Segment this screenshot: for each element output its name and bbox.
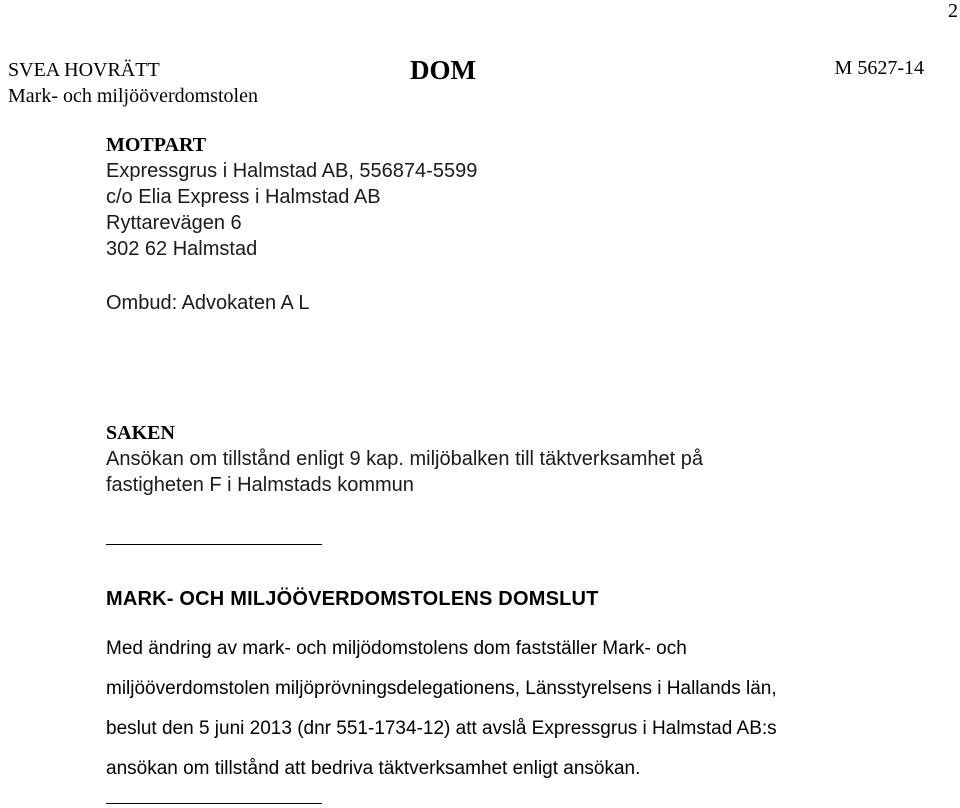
- document-type: DOM: [410, 55, 476, 85]
- motpart-line: 302 62 Halmstad: [106, 238, 258, 260]
- motpart-line: c/o Elia Express i Halmstad AB: [106, 186, 381, 208]
- saken-section: [106, 420, 703, 498]
- domslut-line: miljööverdomstolen miljöprövningsdelegationens, Länsstyrelsens i Hallands län,: [106, 678, 777, 699]
- domslut-text: [106, 629, 777, 789]
- motpart-ombud: Ombud: Advokaten A L: [106, 292, 310, 314]
- saken-line: Ansökan om tillstånd enligt 9 kap. miljöbalken till täktverksamhet på: [106, 448, 703, 470]
- motpart-heading: MOTPART: [106, 134, 207, 156]
- domslut-line: ansökan om tillstånd att bedriva täktverksamhet enligt ansökan.: [106, 758, 641, 779]
- saken-line: fastigheten F i Halmstads kommun: [106, 474, 414, 496]
- court-name: SVEA HOVRÄTT: [8, 59, 160, 81]
- court-division: Mark- och miljööverdomstolen: [8, 85, 258, 107]
- domslut-heading: MARK- OCH MILJÖÖVERDOMSTOLENS DOMSLUT: [106, 588, 599, 610]
- domslut-line: beslut den 5 juni 2013 (dnr 551-1734-12) att avslå Expressgrus i Halmstad AB:s: [106, 718, 777, 739]
- motpart-section: [106, 132, 477, 262]
- motpart-line: Ryttarevägen 6: [106, 212, 242, 234]
- domslut-line: Med ändring av mark- och miljödomstolens dom fastställer Mark- och: [106, 638, 687, 659]
- section-divider: [106, 544, 322, 545]
- saken-heading: SAKEN: [106, 422, 175, 444]
- page-number: 2: [948, 0, 958, 22]
- case-number: M 5627-14: [834, 57, 924, 79]
- section-divider: [106, 803, 322, 804]
- court-header: [8, 57, 258, 109]
- motpart-line: Expressgrus i Halmstad AB, 556874-5599: [106, 160, 478, 182]
